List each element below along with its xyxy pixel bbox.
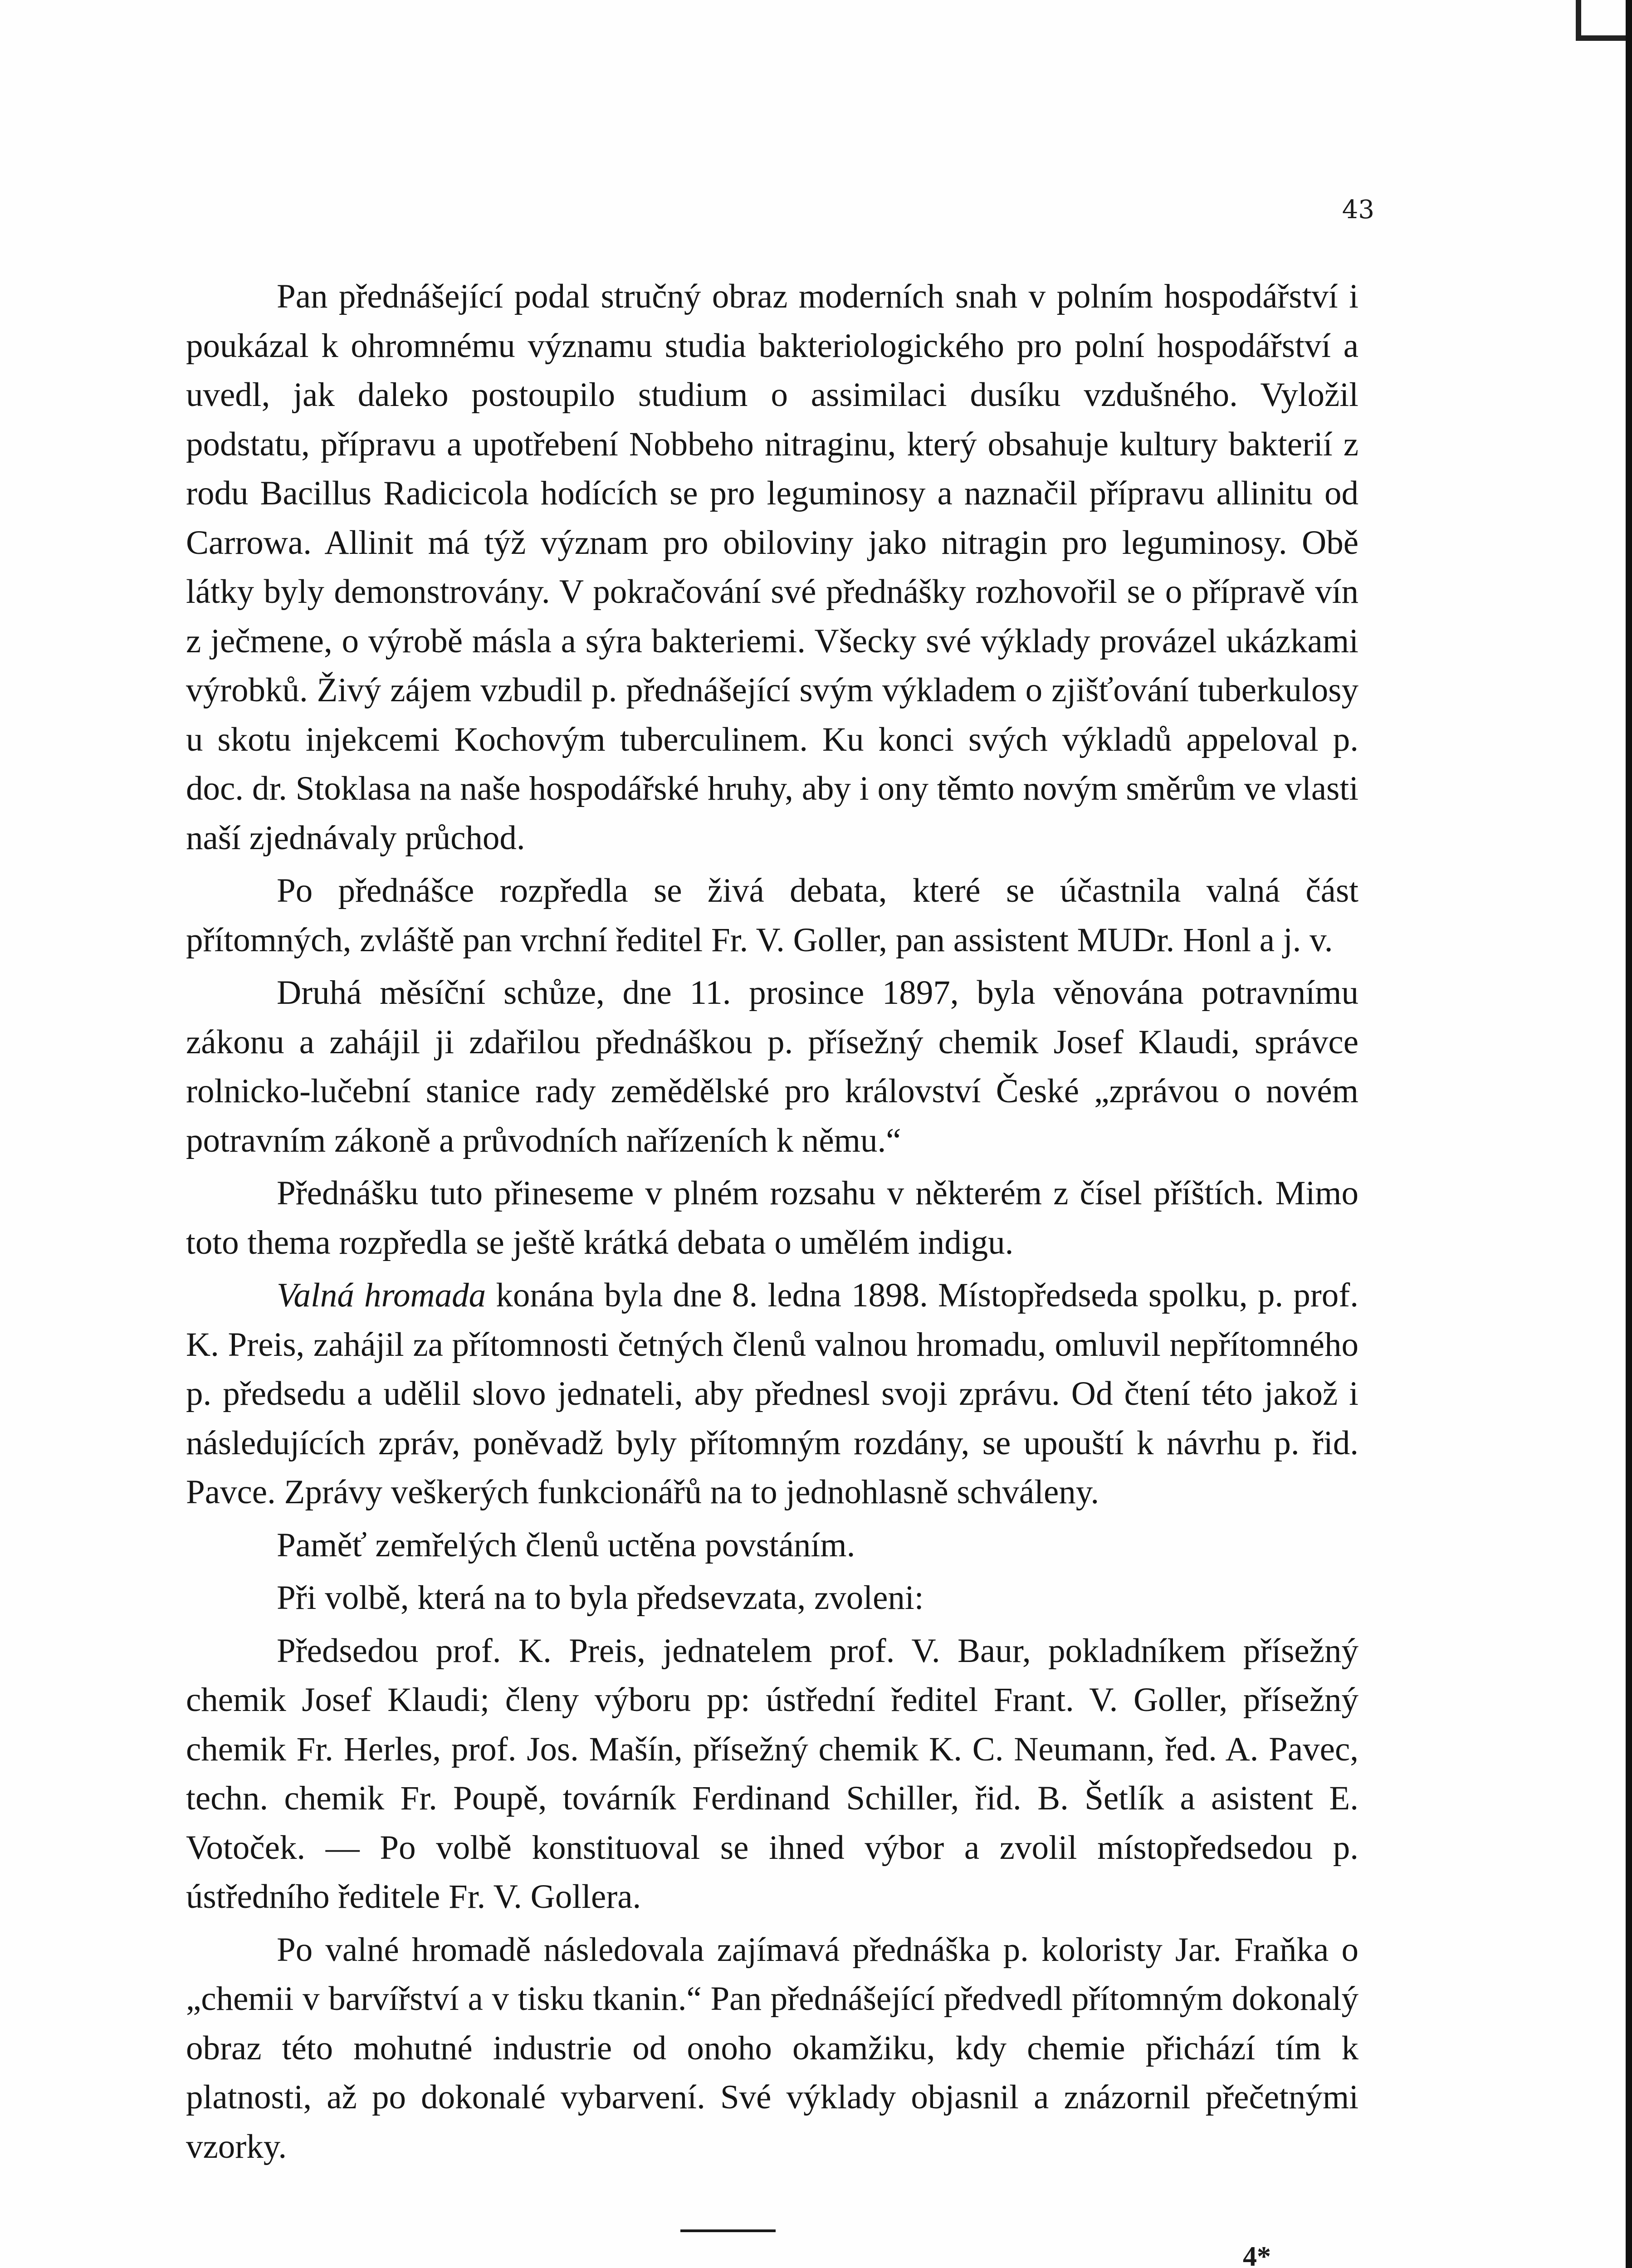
paragraph-general-assembly xyxy=(186,1271,1358,1517)
paragraph-debate: Po přednášce rozpředla se živá debata, které se účastnila valná část přítomných, zvláště pan vrchní ředitel Fr. V. Goller, pan assistent MUDr. Honl a j. v. xyxy=(186,872,1358,959)
page-number: 43 xyxy=(1342,195,1374,225)
paragraph-closing-lecture: Po valné hromadě následovala zajímavá přednáška p. koloristy Jar. Fraňka o „chemii v barvířství a v tisku tkanin.“ Pan přednášející předvedl přítomným dokonalý obraz této mohutné industrie od onoho okamžiku, kdy chemie přichází tím k platnosti, až po dokonalé vybarvení. Své výklady objasnil a znázornil přečetnými vzorky. xyxy=(186,1931,1358,2165)
scan-corner-mark xyxy=(1576,0,1626,41)
body-text xyxy=(186,272,1358,2175)
printer-signature: 4* xyxy=(1243,2241,1271,2268)
paragraph-second-meeting: Druhá měsíční schůze, dne 11. prosince 1897, byla věnována potravnímu zákonu a zahájil ji zdařilou přednáškou p. přísežný chemik Josef Klaudi, správce rolnicko-lučební stanice rady zemědělské pro království České „zprávou o novém potravním zákoně a průvodních nařízeních k němu.“ xyxy=(186,974,1358,1159)
paragraph-lecture-publication: Přednášku tuto přineseme v plném rozsahu v některém z čísel příštích. Mimo toto thema rozpředla se ještě krátká debata o umělém indigu. xyxy=(186,1174,1358,1261)
general-assembly-text: konána byla dne 8. ledna 1898. Místopředseda spolku, p. prof. K. Preis, zahájil za přítomnosti četných členů valnou hromadu, omluvil nepřítomného p. předsedu a udělil slovo jednateli, aby přednesl svoji zprávu. Od čtení této jakož i následujících zpráv, poněvadž byly přítomným rozdány, se upouští k návrhu p. řid. Pavce. Zprávy veškerých funkcionářů na to jednohlasně schváleny. xyxy=(186,1276,1358,1511)
paragraph-memorial: Paměť zemřelých členů uctěna povstáním. xyxy=(277,1526,855,1564)
paragraph-election-intro: Při volbě, která na to byla předsevzata, zvoleni: xyxy=(277,1579,924,1617)
section-divider xyxy=(680,2229,776,2232)
general-assembly-heading: Valná hromada xyxy=(277,1276,486,1314)
paragraph-election-results: Předsedou prof. K. Preis, jednatelem prof. V. Baur, pokladníkem přísežný chemik Josef Klaudi; členy výboru pp: ústřední ředitel Frant. V. Goller, přísežný chemik Fr. Herles, prof. Jos. Mašín, přísežný chemik K. C. Neumann, řed. A. Pavec, techn. chemik Fr. Poupě, továrník Ferdinand Schiller, řid. B. Šetlík a asistent E. Votoček. — Po volbě konstituoval se ihned výbor a zvolil místopředsedou p. ústředního ředitele Fr. V. Gollera. xyxy=(186,1632,1358,1916)
paragraph-lecture-summary: Pan přednášející podal stručný obraz moderních snah v polním hospodářství i poukázal k ohromnému významu studia bakteriologického pro polní hospodářství a uvedl, jak daleko postoupilo studium o assimilaci dusíku vzdušného. Vyložil podstatu, přípravu a upotřebení Nobbeho nitraginu, který obsahuje kultury bakterií z rodu Bacillus Radicicola hodících se pro leguminosy a naznačil přípravu allinitu od Carrowa. Allinit má týž význam pro obiloviny jako nitragin pro leguminosy. Obě látky byly demonstrovány. V pokračování své přednášky rozhovořil se o přípravě vín z ječmene, o výrobě másla a sýra bakteriemi. Všecky své výklady provázel ukázkami výrobků. Živý zájem vzbudil p. přednášející svým výkladem o zjišťování tuberkulosy u skotu injekcemi Kochovým tuberculinem. Ku konci svých výkladů appeloval p. doc. dr. Stoklasa na naše hospodářské hruhy, aby i ony těmto novým směrům ve vlasti naší zjednávaly průchod. xyxy=(186,278,1358,857)
